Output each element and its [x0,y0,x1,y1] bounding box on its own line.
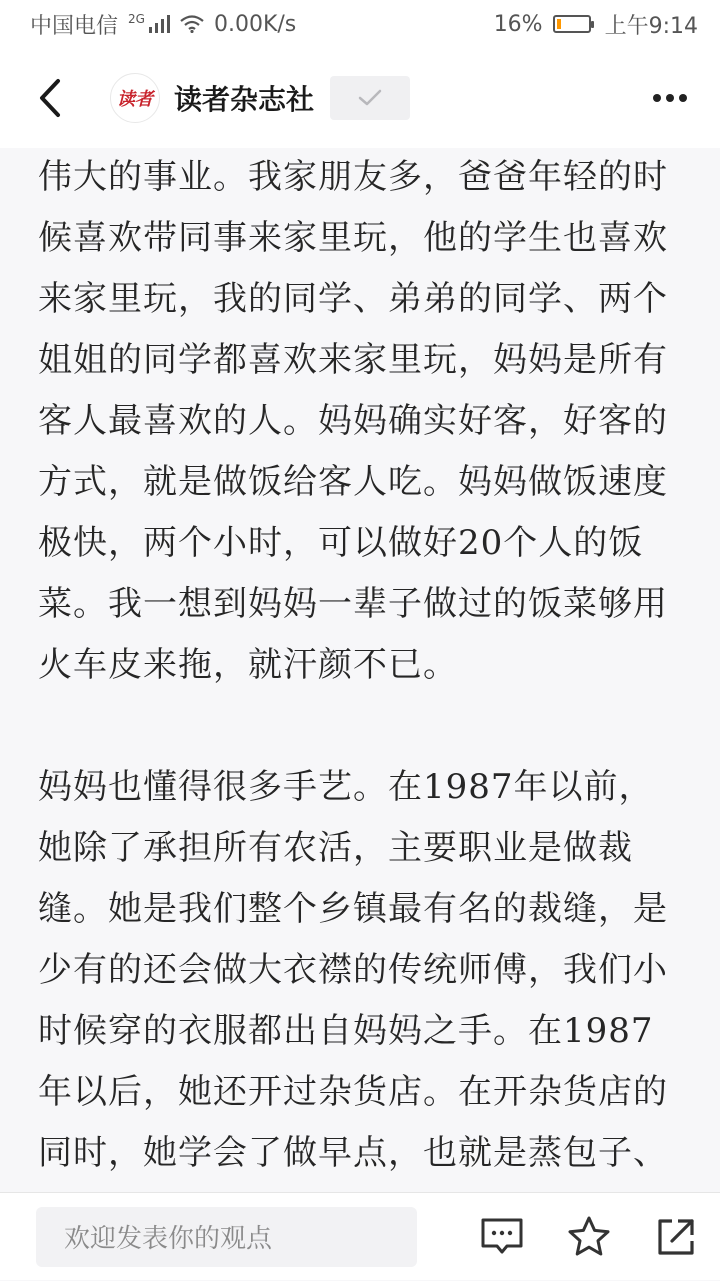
bottom-bar [0,1192,720,1280]
more-button[interactable] [620,48,720,148]
article-paragraph: 妈妈也懂得很多手艺。在1987年以前，她除了承担所有农活，主要职业是做裁缝。她是我们整个乡镇最有名的裁缝，是少有的还会做大衣襟的传统师傅，我们小时候穿的衣服都出自妈妈之手。在1987年以后，她还开过杂货店。在开杂货店的同时，她学会了做早点，也就是蒸包子、 [38,767,668,1173]
follow-button[interactable] [330,76,410,120]
chevron-left-icon [37,78,63,118]
status-right [494,9,698,40]
favorite-button[interactable] [546,1193,633,1281]
comment-placeholder: 欢迎发表你的观点 [64,1224,273,1254]
check-icon [358,89,382,107]
account-logo[interactable] [110,73,160,123]
battery-fill [557,19,562,29]
star-icon [567,1215,611,1259]
signal-icon [149,15,170,33]
network-speed: 0.00K/s [213,11,297,37]
back-button[interactable] [0,48,100,148]
status-bar [0,0,720,48]
carrier-name: 中国电信 [30,13,119,39]
share-icon [656,1217,696,1257]
clock: 上午9:14 [604,13,698,39]
share-button[interactable] [633,1193,720,1281]
status-left [30,9,296,40]
comment-input[interactable] [36,1207,417,1267]
more-dots-icon [653,94,661,102]
comment-button[interactable] [459,1193,546,1281]
article-paragraph: 伟大的事业。我家朋友多，爸爸年轻的时候喜欢带同事来家里玩，他的学生也喜欢来家里玩，我的同学、弟弟的同学、两个姐姐的同学都喜欢来家里玩，妈妈是所有客人最喜欢的人。妈妈确实好客，好客的方式，就是做饭给客人吃。妈妈做饭速度极快，两个小时，可以做好20个人的饭菜。我一想到妈妈一辈子做过的饭菜够用火车皮来拖，就汗颜不已。 [38,157,668,685]
wifi-icon [180,15,204,33]
comment-icon [480,1217,524,1257]
network-type: 2G [128,12,145,26]
battery-percent: 16% [493,11,543,37]
account-name[interactable]: 读者杂志社 [174,83,315,116]
battery-icon [553,15,591,33]
nav-bar [0,48,720,148]
article-body [0,148,720,1192]
logo-text: 读者 [117,89,153,110]
